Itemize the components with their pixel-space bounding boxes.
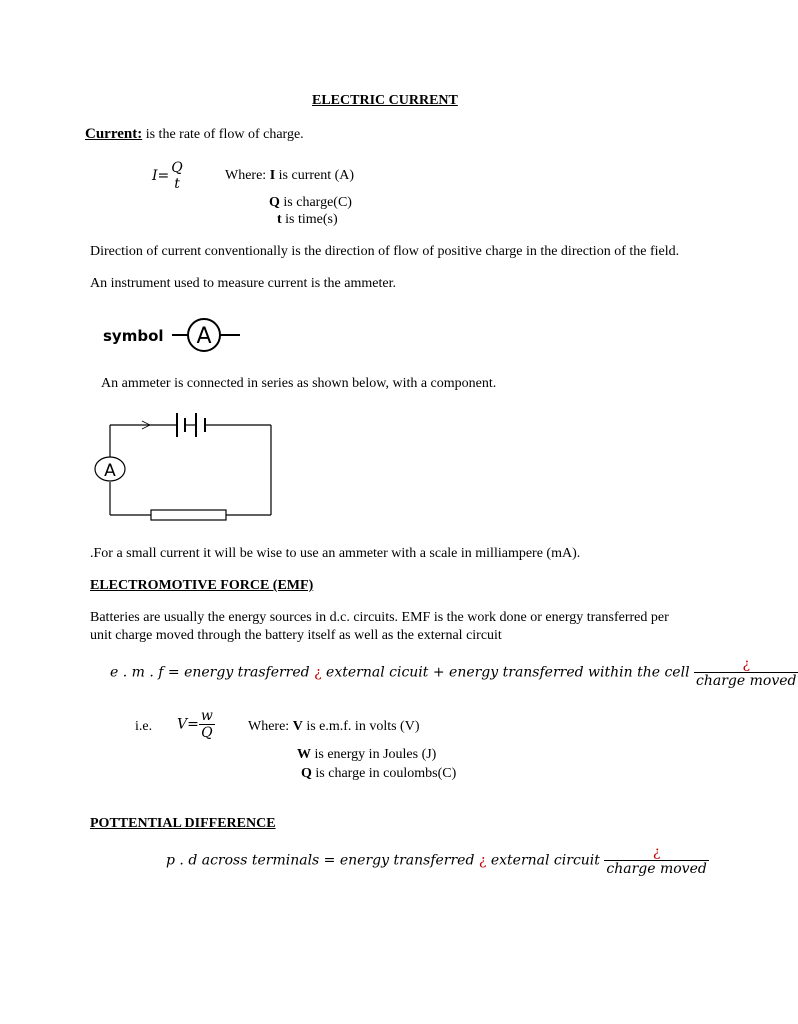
direction-paragraph: Direction of current conventionally is the direction of flow of positive charge in the direction of the field.: [90, 244, 680, 259]
formula-denominator: t: [174, 176, 180, 192]
pd-heading: POTTENTIAL DIFFERENCE: [90, 816, 276, 831]
where-text: is time(s): [281, 212, 338, 227]
current-where-line-3: [277, 212, 338, 228]
circuit-diagram: [90, 405, 280, 525]
emf-where-line-2: [297, 747, 436, 763]
emf-formula: [177, 708, 215, 741]
small-current-paragraph: .For a small current it will be wise to use an ammeter with a scale in milliampere (mA).: [90, 546, 581, 561]
formula-denominator: Q: [199, 724, 215, 741]
current-where-line-1: [225, 168, 354, 184]
where-symbol: W: [297, 747, 311, 762]
emf-equation-denominator: charge moved: [696, 673, 797, 689]
ammeter-symbol-letter: A: [196, 324, 212, 349]
symbol-label: symbol: [103, 327, 164, 345]
formula-numerator: Q: [171, 160, 183, 176]
series-paragraph: An ammeter is connected in series as shown below, with a component.: [101, 376, 497, 391]
resistor-icon: [151, 510, 226, 520]
formula-equals: =: [157, 168, 170, 184]
pd-equation-denominator: charge moved: [606, 861, 707, 877]
current-formula: [152, 160, 185, 192]
current-definition: [85, 126, 304, 143]
where-text: is energy in Joules (J): [311, 747, 437, 762]
emf-paragraph-line-2: unit charge moved through the battery itself as well as the external circuit: [90, 628, 502, 643]
current-definition-text: is the rate of flow of charge.: [142, 127, 304, 142]
current-term: Current:: [85, 126, 143, 142]
where-text: is charge in coulombs(C): [311, 766, 457, 781]
emf-paragraph-line-1: Batteries are usually the energy sources in d.c. circuits. EMF is the work done or energy transferred per: [90, 610, 669, 625]
circuit-ammeter-letter: A: [104, 461, 116, 481]
emf-equation-fraction: [694, 656, 798, 689]
page-title: ELECTRIC CURRENT: [312, 93, 458, 108]
where-symbol: Q: [301, 766, 312, 781]
emf-equation: [110, 656, 798, 689]
ammeter-symbol-icon: [168, 315, 244, 357]
formula-lhs: I: [152, 168, 158, 184]
emf-equation-placeholder: ¿: [314, 664, 322, 681]
where-text: is charge(C): [279, 195, 352, 210]
emf-heading: ELECTROMOTIVE FORCE (EMF): [90, 578, 314, 593]
pd-equation-lhs: p . d across terminals = energy transferred: [166, 852, 479, 869]
emf-equation-middle: external cicuit + energy transferred within the cell: [321, 664, 695, 681]
where-text: is current (A): [275, 168, 355, 183]
current-where-line-2: [269, 195, 352, 211]
where-symbol: V: [292, 719, 303, 734]
where-symbol: Q: [269, 195, 280, 210]
formula-fraction: [169, 160, 184, 192]
instrument-paragraph: An instrument used to measure current is the ammeter.: [90, 276, 396, 291]
where-label: Where:: [248, 719, 293, 734]
formula-equals: =: [187, 716, 199, 733]
pd-equation: [166, 844, 709, 877]
emf-equation-numerator: ¿: [742, 656, 750, 672]
emf-where-line-3: [301, 766, 456, 782]
formula-numerator: w: [200, 708, 213, 724]
emf-ie-label: i.e.: [135, 719, 153, 734]
pd-equation-placeholder: ¿: [478, 852, 487, 869]
where-label: Where:: [225, 168, 270, 183]
battery-icon: [177, 413, 205, 437]
pd-equation-middle: external circuit: [486, 852, 605, 869]
where-text: is e.m.f. in volts (V): [302, 719, 420, 734]
where-symbol: I: [269, 168, 276, 183]
formula-fraction: [199, 708, 215, 741]
pd-equation-fraction: [604, 844, 708, 877]
emf-equation-lhs: e . m . f = energy trasferred: [110, 664, 315, 681]
emf-where-line-1: [248, 719, 419, 735]
where-symbol: t: [277, 212, 282, 227]
pd-equation-numerator: ¿: [652, 844, 661, 860]
formula-lhs: V: [177, 716, 188, 733]
